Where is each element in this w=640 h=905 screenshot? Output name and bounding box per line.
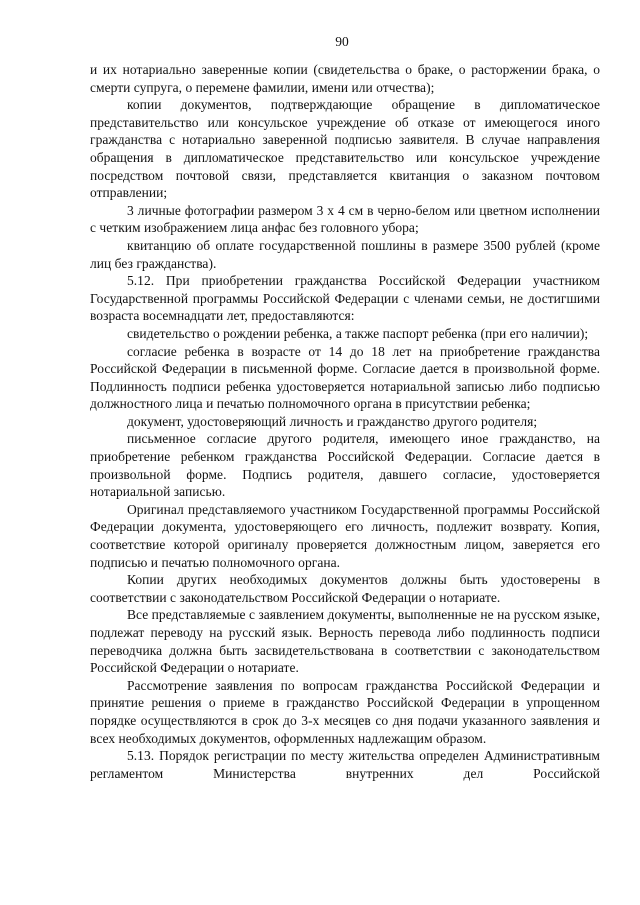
paragraph: свидетельство о рождении ребенка, а также паспорт ребенка (при его наличии); [127, 325, 589, 341]
paragraph: и их нотариально заверенные копии (свидетельства о браке, о расторжении брака, о смерти супруга, о перемене фамилии, имени или отчества); [90, 62, 600, 95]
document-body [90, 61, 600, 782]
paragraph: Все представляемые с заявлением документы, выполненные не на русском языке, подлежат переводу на русский язык. Верность перевода либо подлинность подписи переводчика должна быть засвидетельствована в соответствии с законодательством Российской Федерации о нотариате. [90, 607, 600, 676]
paragraph: 5.13. Порядок регистрации по месту жительства определен Административным регламентом Министерства внутренних дел Российской [90, 748, 600, 781]
paragraph: 3 личные фотографии размером 3 х 4 см в черно-белом или цветном исполнении с четким изображением лица анфас без головного убора; [90, 202, 600, 236]
paragraph: Копии других необходимых документов должны быть удостоверены в соответствии с законодательством Российской Федерации о нотариате. [90, 572, 600, 605]
paragraph: письменное согласие другого родителя, имеющего иное гражданство, на приобретение ребенком гражданства Российской Федерации. Согласие дается в произвольной форме. Подпись родителя, давшего согласие, удостоверяется нотариальной записью. [90, 431, 600, 500]
paragraph: квитанцию об оплате государственной пошлины в размере 3500 рублей (кроме лиц без гражданства). [90, 237, 600, 271]
paragraph: Оригинал представляемого участником Государственной программы Российской Федерации документа, удостоверяющего его личность, подлежит возврату. Копия, соответствие которой оригиналу проверяется должностным лицом, заверяется его подписью и печатью полномочного органа. [90, 501, 600, 570]
paragraph: Рассмотрение заявления по вопросам гражданства Российской Федерации и принятие решения о приеме в гражданство Российской Федерации в упрощенном порядке осуществляются в срок до 3-х месяцев со дня подачи указанного заявления и всех необходимых документов, оформленных надлежащим образом. [90, 677, 600, 746]
page-number: 90 [335, 34, 349, 49]
paragraph: согласие ребенка в возрасте от 14 до 18 лет на приобретение гражданства Российской Федерации в письменной форме. Согласие дается в произвольной форме. Подлинность подписи ребенка удостоверяется нотариальной записью либо подписью должностного лица и печатью полномочного органа в присутствии ребенка; [90, 343, 600, 412]
paragraph: копии документов, подтверждающие обращение в дипломатическое представительство или консульское учреждение об отказе от имеющегося иного гражданства с нотариально заверенной подписью заявителя. В случае направления обращения в дипломатическое представительство или консульское учреждение посредством почтовой связи, представляется квитанция о заказном почтовом отправлении; [90, 97, 600, 201]
paragraph: 5.12. При приобретении гражданства Российской Федерации участником Государственной программы Российской Федерации с членами семьи, не достигшими возраста восемнадцати лет, предоставляются: [90, 273, 600, 324]
paragraph: документ, удостоверяющий личность и гражданство другого родителя; [127, 413, 538, 429]
